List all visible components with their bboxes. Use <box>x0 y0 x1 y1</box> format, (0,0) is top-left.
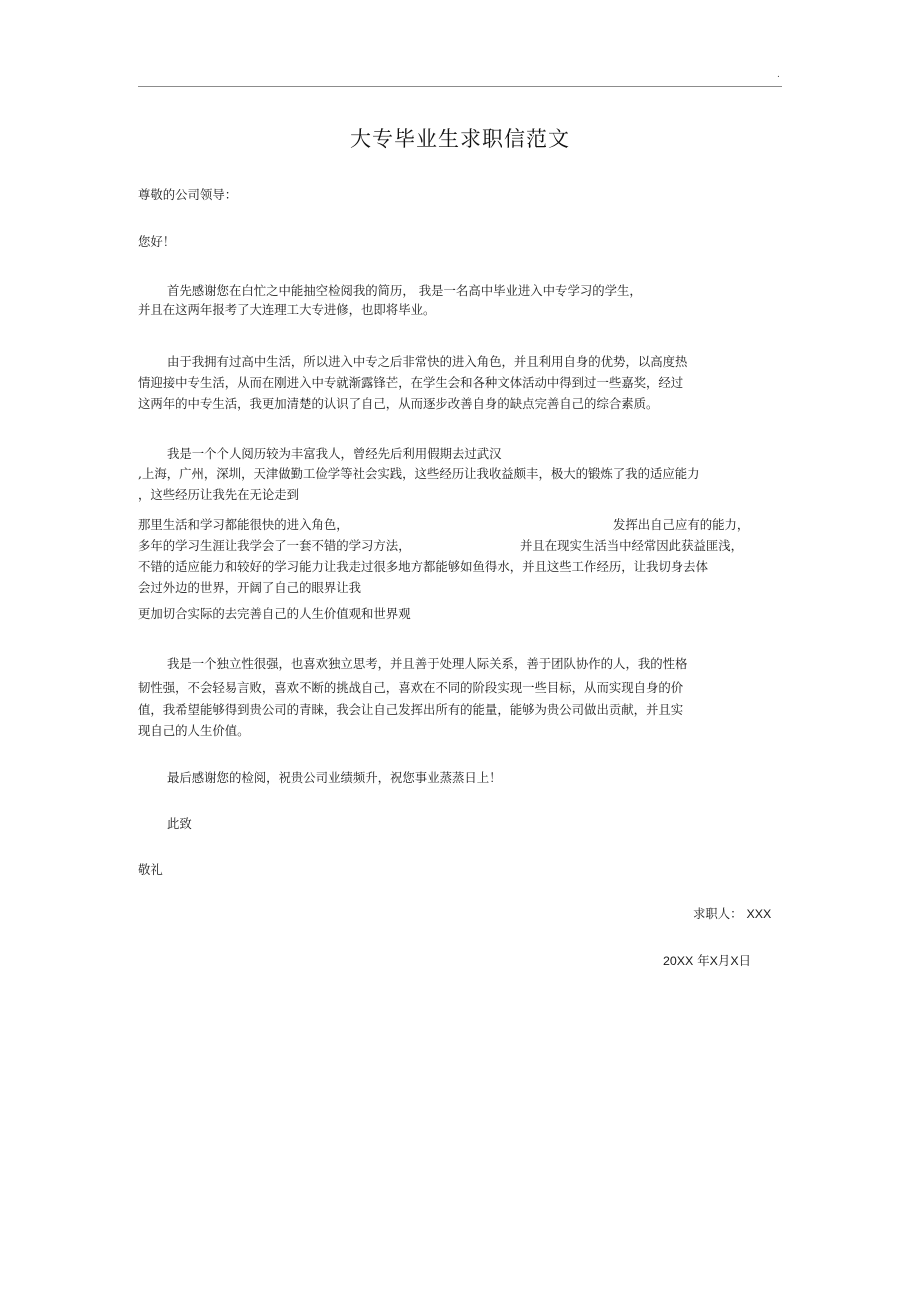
paragraph-5-line: 值，我希望能够得到贵公司的青睐，我会让自己发挥出所有的能量，能够为贵公司做出贡献，并且实 <box>138 702 684 717</box>
page-title: 大专毕业生求职信范文 <box>350 127 570 151</box>
greeting: 您好！ <box>138 234 176 249</box>
salutation: 尊敬的公司领导： <box>138 187 238 202</box>
paragraph-1-line: 并且在这两年报考了大连理工大专进修，也即将毕业。 <box>138 302 436 317</box>
paragraph-2-line: 情迎接中专生活，从而在刚进入中专就渐露锋芒，在学生会和各种文体活动中得到过一些嘉奖，经过 <box>138 375 684 390</box>
paragraph-5-line: 现自己的人生价值。 <box>138 723 250 738</box>
header-dot: . <box>777 70 780 80</box>
paragraph-3-line: 我是一个个人阅历较为丰富我人，曾经先后利用假期去过武汉 <box>167 446 502 461</box>
paragraph-4-line: 不错的适应能力和较好的学习能力让我走过很多地方都能够如鱼得水，并且这些工作经历，让我切身去体 <box>138 559 708 574</box>
date <box>663 951 751 971</box>
paragraph-4-line-right: 发挥出自己应有的能力， <box>613 517 750 532</box>
date-yue: 月 <box>717 953 731 968</box>
closing-wishes: 最后感谢您的检阅，祝贵公司业绩频升，祝您事业蒸蒸日上！ <box>167 770 502 785</box>
paragraph-2-line: 这两年的中专生活，我更加清楚的认识了自己，从而逐步改善自身的缺点完善自己的综合素质。 <box>138 396 659 411</box>
date-month: X <box>709 954 718 968</box>
paragraph-1-line: 首先感谢您在白忙之中能抽空检阅我的简历， 我是一名高中毕业进入中专学习的学生， <box>167 283 642 298</box>
signature-name: XXX <box>746 907 772 921</box>
paragraph-3-line: ,上海，广州，深圳，天津做勤工俭学等社会实践，这些经历让我收益颇丰，极大的锻炼了我的适应能力 <box>138 466 700 481</box>
signature <box>693 904 771 924</box>
paragraph-5-line: 我是一个独立性很强，也喜欢独立思考，并且善于处理人际关系，善于团队协作的人，我的性格 <box>167 656 688 671</box>
paragraph-4-line-right: 并且在现实生活当中经常因此获益匪浅， <box>520 538 744 553</box>
paragraph-3-line: ，这些经历让我先在无论走到 <box>138 487 300 502</box>
signature-label: 求职人： <box>693 906 743 921</box>
paragraph-5-line: 韧性强，不会轻易言败，喜欢不断的挑战自己，喜欢在不同的阶段实现一些目标，从而实现自身的价 <box>138 680 684 695</box>
date-day: X <box>730 954 739 968</box>
date-ri: 日 <box>738 953 751 968</box>
paragraph-4-line: 会过外边的世界，开阔了自己的眼界让我 <box>138 580 362 595</box>
date-year: 20XX <box>663 954 694 968</box>
paragraph-2-line: 由于我拥有过高中生活，所以进入中专之后非常快的进入角色，并且利用自身的优势，以高度热 <box>167 354 688 369</box>
closing-jingli: 敬礼 <box>138 862 163 877</box>
paragraph-4-line-left: 那里生活和学习都能很快的进入角色， <box>138 517 349 532</box>
paragraph-4-line: 更加切合实际的去完善自己的人生价值观和世界观 <box>138 606 411 621</box>
header-rule <box>138 86 782 87</box>
paragraph-4-line-left: 多年的学习生涯让我学会了一套不错的学习方法， <box>138 538 411 553</box>
closing-cizhi: 此致 <box>167 816 192 831</box>
date-nian: 年 <box>697 953 710 968</box>
